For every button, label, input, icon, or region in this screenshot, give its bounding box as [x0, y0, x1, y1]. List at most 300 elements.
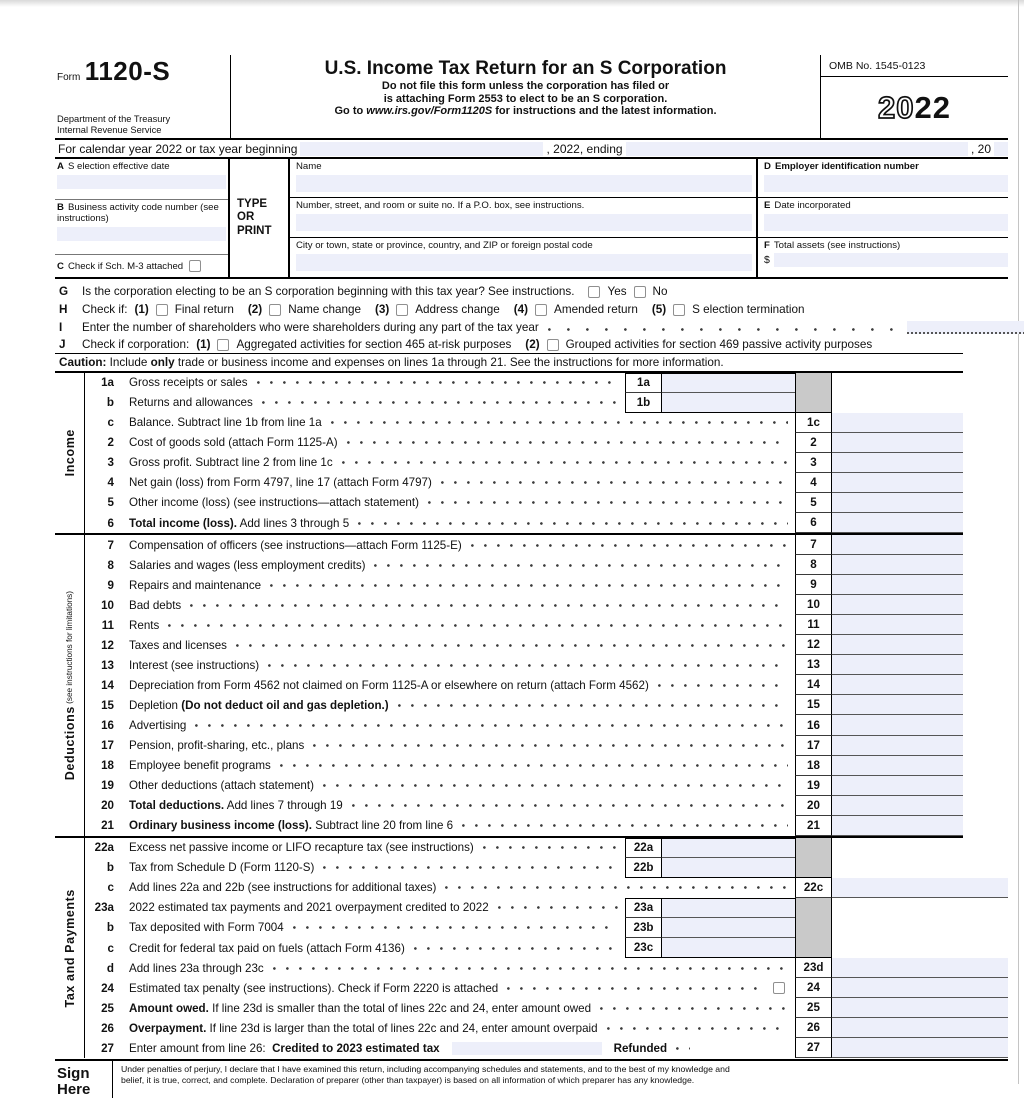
line-text: Advertising	[129, 719, 187, 732]
amount-field-1c[interactable]	[832, 413, 963, 433]
line-box-20: 20	[795, 796, 832, 816]
aggregated-activities-checkbox[interactable]	[217, 339, 229, 351]
line-box-26: 26	[795, 1018, 832, 1038]
line-label	[129, 579, 795, 592]
deductions-section	[55, 535, 963, 838]
ein-field[interactable]	[764, 175, 1008, 192]
form-header	[55, 55, 1008, 140]
dot-leaders	[280, 764, 788, 767]
line-label	[129, 699, 795, 712]
form-line-23d	[85, 958, 963, 978]
line-text: If line 23d is smaller than the total of lines 22c and 24, enter amount owed	[208, 1001, 592, 1015]
amount-field-23d[interactable]	[832, 958, 1008, 978]
street-label: Number, street, and room or suite no. If a P.O. box, see instructions.	[296, 200, 585, 212]
line-text: Depletion	[129, 698, 182, 712]
omb-year-block	[821, 55, 1008, 138]
line-number: 13	[101, 658, 114, 672]
calendar-text-3: , 20	[970, 141, 991, 156]
blank-cell	[832, 393, 963, 413]
goto-line	[231, 105, 820, 118]
dot-leaders	[600, 1007, 788, 1010]
line-box-22b: 22b	[625, 858, 662, 878]
line-box-2: 2	[795, 433, 832, 453]
line-box-22a: 22a	[625, 838, 662, 858]
item-a-letter: A	[57, 161, 64, 172]
calendar-text-2: , 2022, ending	[546, 141, 623, 156]
shaded-cell	[795, 858, 832, 878]
shaded-cell	[795, 393, 832, 413]
line-number: c	[107, 941, 114, 955]
amount-field-8[interactable]	[832, 555, 963, 575]
h5-num: (5)	[651, 303, 667, 317]
form-line-4	[85, 473, 963, 493]
shareholder-count-field[interactable]	[907, 321, 1024, 334]
line-label	[129, 456, 795, 469]
amount-field-5[interactable]	[832, 493, 963, 513]
line-number: 15	[101, 698, 114, 712]
line-j	[55, 336, 963, 354]
line-label	[129, 436, 795, 449]
form-line-8	[85, 555, 963, 575]
line-number: 8	[107, 558, 114, 572]
line-box-15: 15	[795, 695, 832, 715]
blank-cell	[832, 898, 963, 918]
amount-field-20[interactable]	[832, 796, 963, 816]
s-election-date-cell	[55, 159, 228, 200]
sch-m3-cell	[55, 255, 228, 277]
street-cell	[290, 198, 756, 237]
tax-payments-section-label: Tax and Payments	[62, 888, 77, 1008]
amount-field-12[interactable]	[832, 635, 963, 655]
form-word: Form	[57, 72, 81, 83]
form-number: 1120-S	[84, 56, 171, 86]
line-box-17: 17	[795, 736, 832, 756]
page-title: U.S. Income Tax Return for an S Corporation	[324, 58, 727, 79]
line-text: Repairs and maintenance	[129, 578, 262, 592]
amount-field-1b[interactable]	[662, 393, 795, 413]
address-change-checkbox[interactable]	[396, 304, 408, 316]
line-i	[55, 319, 1008, 337]
form-line-21	[85, 816, 963, 836]
form-line-5	[85, 493, 963, 513]
form-line-1c	[85, 413, 963, 433]
h1-num: (1)	[134, 303, 149, 317]
form-line-26	[85, 1018, 963, 1038]
line-label	[129, 559, 795, 572]
amount-field-22c[interactable]	[832, 878, 1008, 898]
amount-field-13[interactable]	[832, 655, 963, 675]
line-label	[129, 496, 795, 509]
line-text-bold: (Do not deduct oil and gas depletion.)	[181, 698, 389, 712]
form-line-15	[85, 695, 963, 715]
form-2220-checkbox[interactable]	[773, 982, 785, 994]
line-text: Salaries and wages (less employment credits)	[129, 558, 366, 572]
refunded-label: Refunded	[613, 1041, 668, 1055]
dot-leaders	[428, 501, 788, 504]
line-box-1a: 1a	[625, 373, 662, 393]
line-box-8: 8	[795, 555, 832, 575]
line-label	[129, 679, 795, 692]
irs-url-link[interactable]: www.irs.gov/Form1120S	[366, 105, 493, 117]
line-number: 2	[107, 436, 114, 450]
line-number: 10	[101, 598, 114, 612]
line-text-bold: Ordinary business income (loss).	[129, 819, 312, 833]
dot-leaders	[195, 724, 788, 727]
line-number: 22a	[94, 841, 114, 855]
name-field[interactable]	[296, 175, 752, 192]
here-word: Here	[57, 1081, 91, 1098]
date-incorporated-field[interactable]	[764, 214, 1008, 231]
tax-payments-section-strip	[55, 838, 85, 1059]
dot-leaders	[262, 401, 618, 404]
date-incorporated-cell	[758, 198, 1008, 237]
amount-field-19[interactable]	[832, 776, 963, 796]
dot-leaders	[374, 564, 788, 567]
line-text: Add lines 3 through 5	[237, 516, 350, 530]
blank-cell	[832, 858, 963, 878]
g-no-checkbox[interactable]	[634, 286, 646, 298]
name-change-checkbox[interactable]	[269, 304, 281, 316]
amount-field-22a[interactable]	[662, 838, 795, 858]
tax-year	[821, 77, 1008, 138]
form-line-1a	[85, 373, 963, 393]
amount-field-15[interactable]	[832, 695, 963, 715]
line-number: 6	[107, 516, 114, 530]
line-label	[129, 396, 625, 409]
amount-field-25[interactable]	[832, 998, 1008, 1018]
g-yes-checkbox[interactable]	[588, 286, 600, 298]
dollar-sign: $	[764, 253, 770, 266]
street-field[interactable]	[296, 214, 752, 231]
dot-leaders	[313, 744, 788, 747]
line-label	[129, 881, 795, 894]
dot-leaders	[293, 926, 618, 929]
tax-payments-section	[55, 838, 963, 1059]
shaded-cell	[795, 918, 832, 938]
line-text: Other income (loss) (see instructions—attach statement)	[129, 496, 419, 510]
perjury-statement	[113, 1061, 1008, 1098]
line-text-bold: Total income (loss).	[129, 516, 238, 530]
amount-field-22b[interactable]	[662, 858, 795, 878]
amount-field-26[interactable]	[832, 1018, 1008, 1038]
income-rows	[85, 373, 963, 533]
line-g	[55, 283, 1008, 301]
s-election-termination-checkbox[interactable]	[673, 304, 685, 316]
dot-leaders	[342, 461, 788, 464]
line-box-10: 10	[795, 595, 832, 615]
dot-leaders	[323, 784, 788, 787]
line-text: Other deductions (attach statement)	[129, 779, 314, 793]
line-text: Gross profit. Subtract line 2 from line 1c	[129, 456, 333, 470]
amount-field-9[interactable]	[832, 575, 963, 595]
line-box-22c: 22c	[795, 878, 832, 898]
form-line-23a	[85, 898, 963, 918]
dot-leaders	[352, 804, 788, 807]
line-text: Taxes and licenses	[129, 638, 227, 652]
dot-leaders	[268, 664, 788, 667]
line-number: 9	[107, 578, 114, 592]
line-number: 21	[101, 819, 114, 833]
caution-only: only	[150, 355, 175, 369]
line-text: Returns and allowances	[129, 396, 253, 410]
dot-leaders	[445, 886, 788, 889]
line-text: Subtract line 20 from line 6	[311, 819, 454, 833]
line-j-letter: J	[59, 338, 66, 352]
line-text-bold: Credited to 2023 estimated tax	[272, 1041, 440, 1055]
dot-leaders	[168, 624, 788, 627]
city-label: City or town, state or province, country, and ZIP or foreign postal code	[296, 239, 593, 251]
line-box-23d: 23d	[795, 958, 832, 978]
form-line-23c	[85, 938, 963, 958]
item-f-label: Total assets (see instructions)	[773, 239, 901, 251]
form-line-19	[85, 776, 963, 796]
line-number: 18	[101, 759, 114, 773]
final-return-checkbox[interactable]	[156, 304, 168, 316]
year-outline: 20	[878, 89, 915, 125]
amount-field-16[interactable]	[832, 715, 963, 735]
amended-return-checkbox[interactable]	[535, 304, 547, 316]
dot-leaders	[483, 846, 618, 849]
warning-line-2: is attaching Form 2553 to elect to be an S corporation.	[383, 92, 668, 105]
line-label	[129, 901, 625, 914]
h2-label: Name change	[288, 303, 361, 317]
line-box-4: 4	[795, 473, 832, 493]
line-number: 25	[101, 1001, 114, 1015]
s-election-date-field[interactable]	[57, 175, 226, 189]
line-text: Net gain (loss) from Form 4797, line 17 (attach Form 4797)	[129, 476, 432, 490]
line-text: Enter amount from line 26:	[129, 1041, 273, 1055]
line-box-7: 7	[795, 535, 832, 555]
dot-leaders	[273, 967, 788, 970]
department-lines	[57, 114, 228, 136]
form-line-7	[85, 535, 963, 555]
amount-field-10[interactable]	[832, 595, 963, 615]
credited-2023-field[interactable]	[452, 1042, 602, 1055]
line-text: Rents	[129, 618, 160, 632]
form-line-3	[85, 453, 963, 473]
amount-field-7[interactable]	[832, 535, 963, 555]
amount-field-11[interactable]	[832, 615, 963, 635]
line-box-5: 5	[795, 493, 832, 513]
grouped-activities-checkbox[interactable]	[547, 339, 559, 351]
line-box-23a: 23a	[625, 898, 662, 918]
blank-cell	[832, 938, 963, 958]
line-text: Add lines 22a and 22b (see instructions for additional taxes)	[129, 881, 437, 895]
line-text: Add lines 7 through 19	[224, 799, 343, 813]
item-c-letter: C	[57, 260, 64, 272]
item-e-label: Date incorporated	[774, 200, 851, 212]
form-line-24	[85, 978, 963, 998]
total-assets-field[interactable]	[774, 253, 1008, 267]
line-number: 11	[101, 618, 114, 632]
h3-num: (3)	[374, 303, 390, 317]
dot-leaders	[414, 947, 618, 950]
h3-label: Address change	[415, 303, 500, 317]
form-1120s-page	[55, 55, 1008, 1098]
form-id-block	[55, 55, 230, 138]
line-h-letter: H	[59, 303, 68, 317]
line-number: 23a	[94, 901, 114, 915]
signature-section	[55, 1059, 1008, 1098]
line-number: 26	[101, 1021, 114, 1035]
caution-line	[55, 354, 963, 373]
item-f-letter: F	[764, 239, 770, 251]
line-text: Depreciation from Form 4562 not claimed on Form 1125-A or elsewhere on return (attach Form 4562)	[129, 678, 649, 692]
sch-m3-checkbox[interactable]	[189, 260, 201, 272]
form-line-22a	[85, 838, 963, 858]
line-number: 19	[101, 779, 114, 793]
line-text: Bad debts	[129, 598, 182, 612]
line-box-1c: 1c	[795, 413, 832, 433]
item-a-label: S election effective date	[67, 161, 170, 172]
dot-leaders	[398, 704, 788, 707]
g-no-label: No	[652, 285, 668, 299]
amount-field-1a[interactable]	[662, 373, 795, 393]
line-h	[55, 301, 1008, 319]
amount-field-14[interactable]	[832, 675, 963, 695]
amount-field-24[interactable]	[832, 978, 1008, 998]
line-label	[129, 861, 625, 874]
amount-field-3[interactable]	[832, 453, 963, 473]
line-text: Excess net passive income or LIFO recapture tax (see instructions)	[129, 841, 474, 855]
city-cell	[290, 238, 756, 277]
line-text: 2022 estimated tax payments and 2021 overpayment credited to 2022	[129, 901, 489, 915]
amount-field-6[interactable]	[832, 513, 963, 533]
amount-field-18[interactable]	[832, 756, 963, 776]
item-e-letter: E	[764, 200, 771, 212]
business-code-field[interactable]	[57, 227, 226, 241]
line-box-11: 11	[795, 615, 832, 635]
line-label	[129, 982, 795, 995]
form-line-9	[85, 575, 963, 595]
line-label	[129, 476, 795, 489]
perjury-line-1: Under penalties of perjury, I declare that I have examined this return, including accompanying schedules and statements, and to the best of my knowledge and	[121, 1064, 730, 1075]
item-d-letter: D	[764, 161, 771, 172]
business-code-cell	[55, 200, 228, 255]
sign-word: Sign	[57, 1065, 90, 1083]
line-text: Gross receipts or sales	[129, 376, 248, 390]
dot-leaders	[190, 604, 788, 607]
amount-field-2[interactable]	[832, 433, 963, 453]
amount-field-21[interactable]	[832, 816, 963, 836]
line-g-text: Is the corporation electing to be an S corporation beginning with this tax year? See instructions.	[82, 285, 575, 299]
line-number: b	[106, 921, 114, 935]
line-number: 27	[101, 1041, 114, 1055]
line-box-13: 13	[795, 655, 832, 675]
dot-leaders	[676, 1047, 690, 1050]
j1-label: Aggregated activities for section 465 at-risk purposes	[236, 338, 512, 352]
line-box-6: 6	[795, 513, 832, 533]
dot-leaders	[607, 1027, 788, 1030]
h2-num: (2)	[247, 303, 263, 317]
right-info-column	[758, 159, 1008, 277]
tax-year-yy-field[interactable]	[994, 142, 1008, 156]
form-line-11	[85, 615, 963, 635]
line-text-bold: Amount owed.	[129, 1001, 209, 1015]
form-title-block	[230, 55, 821, 138]
line-text: Interest (see instructions)	[129, 658, 260, 672]
item-c-label: Check if Sch. M-3 attached	[67, 260, 184, 272]
year-solid: 22	[914, 89, 951, 125]
line-label	[129, 539, 795, 552]
calendar-text-1: For calendar year 2022 or tax year beginning	[58, 141, 298, 156]
page-right-edge	[1018, 0, 1019, 1084]
amount-field-23b[interactable]	[662, 918, 795, 938]
line-text: Employee benefit programs	[129, 759, 271, 773]
line-label	[129, 619, 795, 632]
deductions-rows	[85, 535, 963, 836]
line-box-21: 21	[795, 816, 832, 836]
line-label	[129, 779, 795, 792]
type-or-print-box	[228, 159, 290, 277]
amount-field-17[interactable]	[832, 736, 963, 756]
line-label	[129, 759, 795, 772]
form-line-1b	[85, 393, 963, 413]
line-text: Credit for federal tax paid on fuels (attach Form 4136)	[129, 941, 405, 955]
amount-field-23a[interactable]	[662, 898, 795, 918]
h5-label: S election termination	[692, 303, 805, 317]
j2-label: Grouped activities for section 469 passive activity purposes	[565, 338, 873, 352]
type-word-2: OR	[237, 211, 255, 224]
line-label	[129, 376, 625, 389]
line-label	[129, 962, 795, 975]
line-number: 12	[101, 638, 114, 652]
goto-post: for instructions and the latest information.	[492, 105, 717, 117]
form-line-2	[85, 433, 963, 453]
dot-leaders	[471, 544, 788, 547]
line-label	[129, 517, 795, 530]
line-g-letter: G	[59, 285, 69, 299]
form-line-17	[85, 736, 963, 756]
dot-leaders	[507, 987, 764, 990]
line-j-prefix: Check if corporation:	[82, 338, 190, 352]
line-label	[129, 659, 795, 672]
amount-field-23c[interactable]	[662, 938, 795, 958]
line-text-bold: Total deductions.	[129, 799, 225, 813]
dot-leaders	[347, 441, 788, 444]
line-box-19: 19	[795, 776, 832, 796]
line-box-23c: 23c	[625, 938, 662, 958]
line-text-bold: Overpayment.	[129, 1021, 207, 1035]
line-text: Cost of goods sold (attach Form 1125-A)	[129, 436, 338, 450]
page-top-shadow	[0, 0, 1024, 7]
line-box-1b: 1b	[625, 393, 662, 413]
h4-label: Amended return	[554, 303, 638, 317]
entity-info-block	[55, 159, 1008, 279]
j2-num: (2)	[525, 338, 540, 352]
perjury-line-2: belief, it is true, correct, and complete. Declaration of preparer (other than taxpayer) is based on all information of which preparer has any knowledge.	[121, 1074, 695, 1085]
dept-line-1: Department of the Treasury	[57, 114, 171, 124]
form-line-22b	[85, 858, 963, 878]
line-number: 17	[101, 739, 114, 753]
line-box-9: 9	[795, 575, 832, 595]
shaded-cell	[795, 373, 832, 393]
caution-word: Caution:	[59, 355, 107, 369]
amount-field-4[interactable]	[832, 473, 963, 493]
tax-year-beginning-field[interactable]	[300, 142, 543, 156]
name-address-column	[290, 159, 758, 277]
line-box-14: 14	[795, 675, 832, 695]
tax-year-ending-field[interactable]	[626, 142, 968, 156]
line-label	[129, 739, 795, 752]
g-yes-label: Yes	[607, 285, 627, 299]
amount-field-27[interactable]	[832, 1038, 1008, 1058]
city-field[interactable]	[296, 254, 752, 271]
item-b-label: Business activity code number (see instructions)	[57, 202, 219, 225]
income-section-strip	[55, 373, 85, 533]
ein-cell	[758, 159, 1008, 198]
line-number: 20	[101, 799, 114, 813]
